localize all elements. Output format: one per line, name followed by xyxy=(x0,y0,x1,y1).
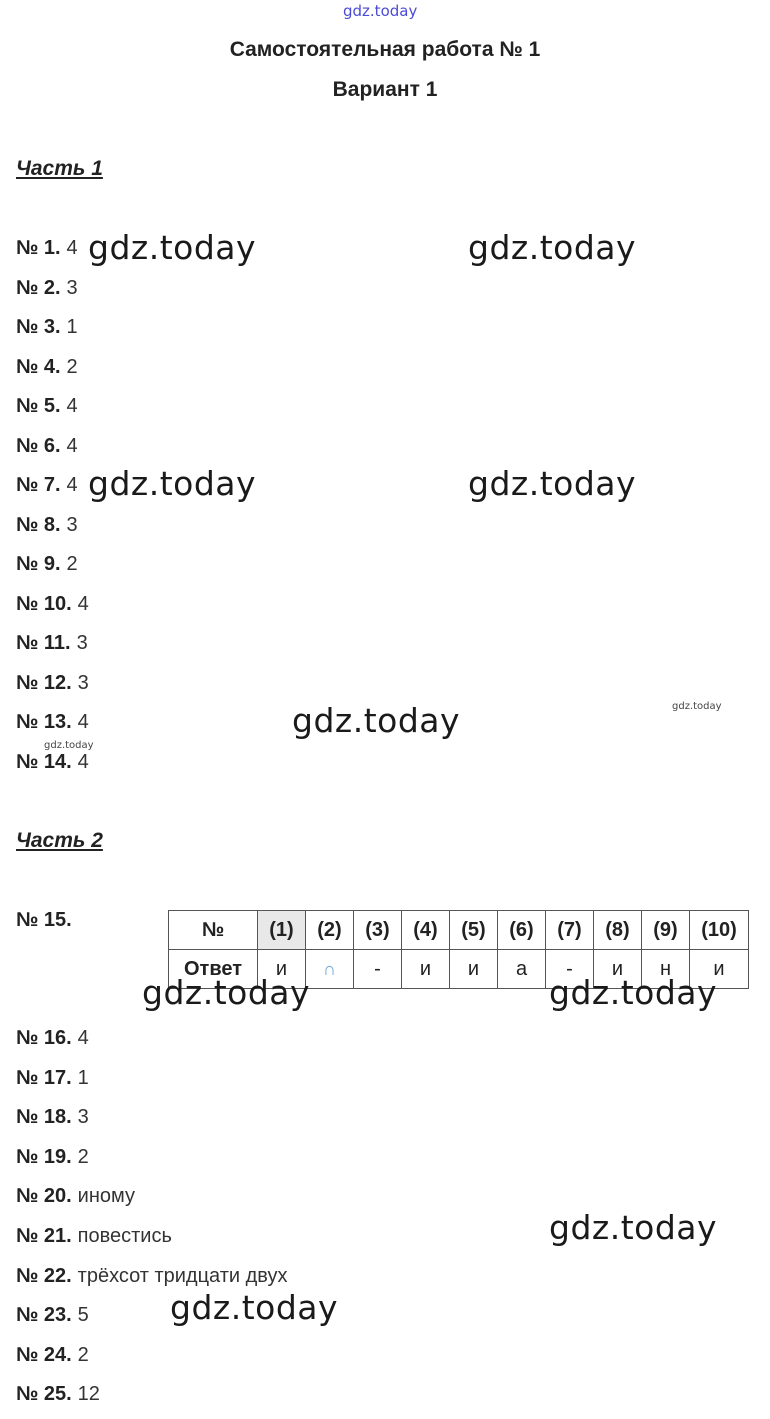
watermark: gdz.today xyxy=(468,464,637,503)
table-answer-cell: и xyxy=(258,950,306,989)
question-number: № 13. xyxy=(16,711,72,733)
question-1 xyxy=(16,236,78,260)
question-number: № 3. xyxy=(16,316,61,338)
question-number: № 17. xyxy=(16,1067,72,1089)
table-row-label: Ответ xyxy=(169,950,258,989)
question-24 xyxy=(16,1343,89,1367)
watermark: gdz.today xyxy=(170,1288,339,1327)
question-number: № 9. xyxy=(16,553,61,575)
question-number: № 25. xyxy=(16,1383,72,1405)
watermark: gdz.today xyxy=(468,228,637,267)
table-header-cell: (7) xyxy=(546,911,594,950)
question-16 xyxy=(16,1026,89,1050)
question-answer: 1 xyxy=(77,1067,89,1089)
table-answer-cell xyxy=(306,950,354,989)
question-answer: 2 xyxy=(77,1146,89,1168)
question-answer: 4 xyxy=(77,711,89,733)
question-answer: повестись xyxy=(77,1225,172,1247)
table-header-cell: (8) xyxy=(594,911,642,950)
question-number: № 12. xyxy=(16,672,72,694)
question-14 xyxy=(16,750,89,774)
question-25 xyxy=(16,1382,100,1406)
question-13 xyxy=(16,710,89,734)
part2-heading: Часть 2 xyxy=(16,829,103,852)
question-11 xyxy=(16,631,88,655)
question-answer: 4 xyxy=(66,237,78,259)
part1-heading: Часть 1 xyxy=(16,157,103,180)
question-number: № 4. xyxy=(16,356,61,378)
question-number: № 15. xyxy=(16,909,72,931)
table-header-cell: (3) xyxy=(354,911,402,950)
question-number: № 10. xyxy=(16,593,72,615)
question-answer: 1 xyxy=(66,316,78,338)
question-3 xyxy=(16,315,78,339)
question-answer: 2 xyxy=(66,553,78,575)
question-answer: 3 xyxy=(66,514,78,536)
question-number: № 21. xyxy=(16,1225,72,1247)
question-answer: 12 xyxy=(77,1383,100,1405)
question-number: № 16. xyxy=(16,1027,72,1049)
question-23 xyxy=(16,1303,89,1327)
question-answer: 4 xyxy=(66,435,78,457)
question-number: № 23. xyxy=(16,1304,72,1326)
question-answer: 4 xyxy=(77,1027,89,1049)
question-answer: 3 xyxy=(77,1106,89,1128)
question-15 xyxy=(16,908,72,932)
question-number: № 14. xyxy=(16,751,72,773)
watermark-small: gdz.today xyxy=(44,740,94,751)
question-answer: 4 xyxy=(66,474,78,496)
question-answer: 5 xyxy=(77,1304,89,1326)
watermark: gdz.today xyxy=(549,973,718,1012)
question-answer: 3 xyxy=(76,632,88,654)
question-number: № 6. xyxy=(16,435,61,457)
question-number: № 8. xyxy=(16,514,61,536)
table-header-cell: (10) xyxy=(690,911,749,950)
question-number: № 22. xyxy=(16,1265,72,1287)
question-2 xyxy=(16,276,78,300)
question-number: № 24. xyxy=(16,1344,72,1366)
table-answer-cell: а xyxy=(498,950,546,989)
question-6 xyxy=(16,434,78,458)
question-9 xyxy=(16,552,78,576)
table-header-label: № xyxy=(169,911,258,950)
table-header-cell: (5) xyxy=(450,911,498,950)
question-answer: 2 xyxy=(66,356,78,378)
question-answer: 3 xyxy=(77,672,89,694)
table-answer-cell: н xyxy=(642,950,690,989)
question-7 xyxy=(16,473,78,497)
question-8 xyxy=(16,513,78,537)
question-answer: 4 xyxy=(77,751,89,773)
table-answer-cell: и xyxy=(450,950,498,989)
table-answer-cell: и xyxy=(402,950,450,989)
question-number: № 18. xyxy=(16,1106,72,1128)
watermark: gdz.today xyxy=(549,1208,718,1247)
question-4 xyxy=(16,355,78,379)
variant-title: Вариант 1 xyxy=(332,78,438,101)
question-number: № 19. xyxy=(16,1146,72,1168)
table-header-cell: (6) xyxy=(498,911,546,950)
watermark: gdz.today xyxy=(88,228,257,267)
table-answer-cell: - xyxy=(354,950,402,989)
table-header-cell: (2) xyxy=(306,911,354,950)
question-22 xyxy=(16,1264,287,1288)
question-answer: иному xyxy=(77,1185,135,1207)
table-header-row xyxy=(169,911,749,950)
question-answer: трёхсот тридцати двух xyxy=(77,1265,288,1287)
table-header-cell: (4) xyxy=(402,911,450,950)
question-answer: 2 xyxy=(77,1344,89,1366)
question-19 xyxy=(16,1145,89,1169)
question-number: № 11. xyxy=(16,632,71,654)
page-title: Самостоятельная работа № 1 xyxy=(229,38,541,61)
table-header-cell: (1) xyxy=(258,911,306,950)
arc-mark-icon: ∩ xyxy=(323,958,336,979)
watermark-top: gdz.today xyxy=(343,2,418,20)
question-answer: 4 xyxy=(66,395,78,417)
question-number: № 5. xyxy=(16,395,61,417)
question-answer: 3 xyxy=(66,277,78,299)
table-answer-cell: - xyxy=(546,950,594,989)
watermark-small: gdz.today xyxy=(672,701,722,712)
table-answer-cell: и xyxy=(594,950,642,989)
watermark: gdz.today xyxy=(292,701,461,740)
question-12 xyxy=(16,671,89,695)
watermark: gdz.today xyxy=(88,464,257,503)
question-20 xyxy=(16,1184,135,1208)
question-10 xyxy=(16,592,89,616)
watermark: gdz.today xyxy=(142,973,311,1012)
question-18 xyxy=(16,1105,89,1129)
question-17 xyxy=(16,1066,89,1090)
question-number: № 2. xyxy=(16,277,61,299)
question-5 xyxy=(16,394,78,418)
table-answer-cell: и xyxy=(690,950,749,989)
question-number: № 1. xyxy=(16,237,61,259)
question-number: № 20. xyxy=(16,1185,72,1207)
question-number: № 7. xyxy=(16,474,61,496)
question-21 xyxy=(16,1224,172,1248)
question-answer: 4 xyxy=(77,593,89,615)
table-header-cell: (9) xyxy=(642,911,690,950)
